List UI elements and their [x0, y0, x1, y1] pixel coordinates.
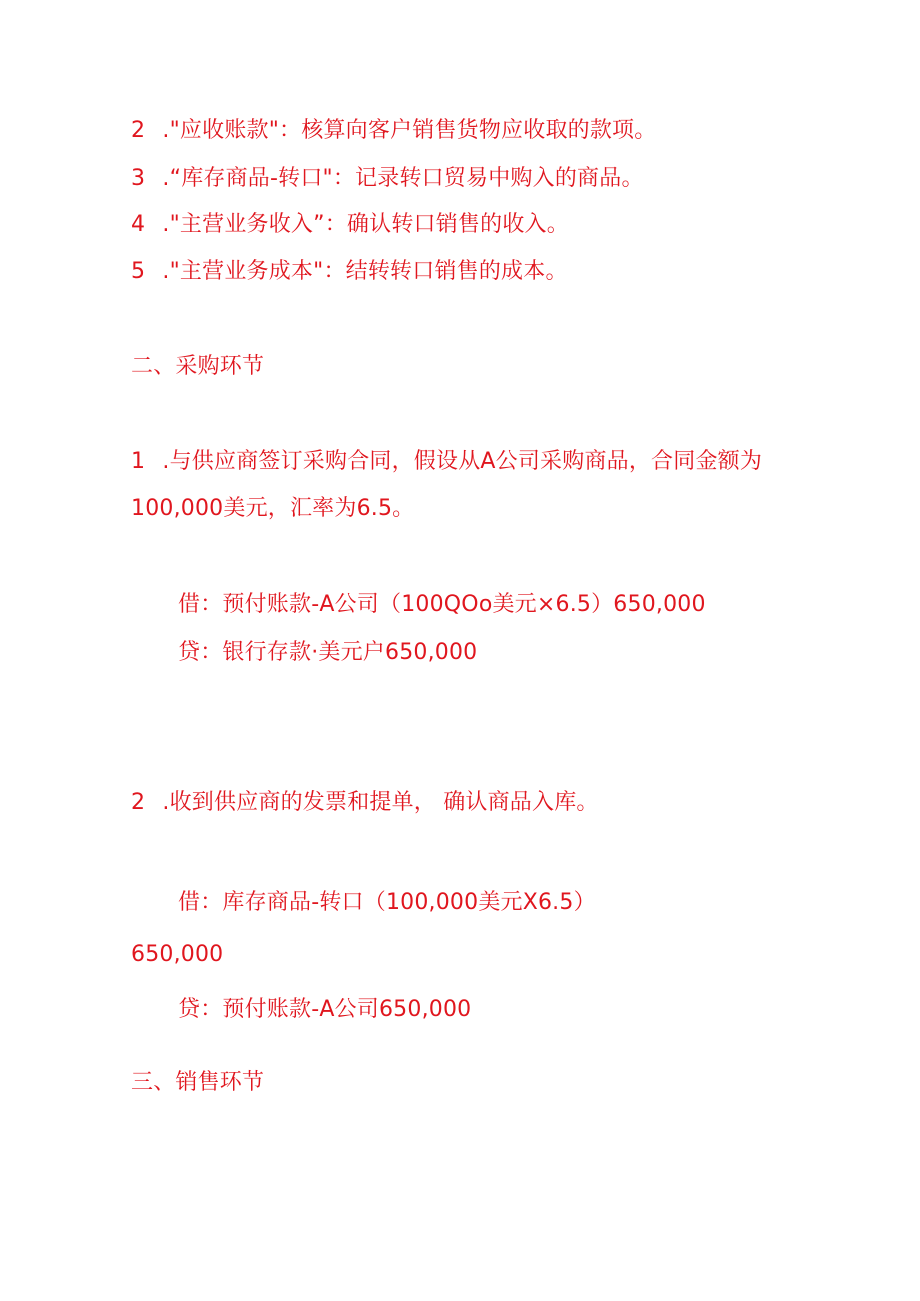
list-number: 2 [131, 790, 146, 815]
journal-entry-debit: 借：预付账款-A公司（100QOo美元×6.5）650,000 [178, 592, 706, 617]
section-heading: 三、销售环节 [131, 1070, 265, 1095]
journal-entry-credit: 贷：银行存款·美元户650,000 [178, 640, 478, 665]
list-item [131, 164, 644, 194]
list-number: 2 [131, 118, 146, 143]
journal-entry-debit-amount: 650,000 [131, 942, 224, 967]
paragraph-text: .与供应商签订采购合同，假设从A公司采购商品，合同金额为 [162, 449, 763, 474]
list-text: ."主营业务收入”：确认转口销售的收入。 [162, 212, 569, 237]
paragraph [131, 788, 599, 818]
list-number: 3 [131, 166, 146, 191]
list-item [131, 257, 568, 287]
list-number: 5 [131, 259, 146, 284]
list-number: 4 [131, 212, 146, 237]
list-item [131, 116, 656, 146]
paragraph [131, 447, 762, 477]
paragraph-continuation: 100,000美元，汇率为6.5。 [131, 496, 415, 521]
list-number: 1 [131, 449, 146, 474]
list-item [131, 210, 569, 240]
list-text: ."主营业务成本"：结转转口销售的成本。 [162, 259, 568, 284]
paragraph-text: .收到供应商的发票和提单， 确认商品入库。 [162, 790, 599, 815]
list-text: ."应收账款"：核算向客户销售货物应收取的款项。 [162, 118, 657, 143]
journal-entry-debit: 借：库存商品-转口（100,000美元X6.5） [178, 890, 596, 915]
journal-entry-credit: 贷：预付账款-A公司650,000 [178, 997, 472, 1022]
section-heading: 二、采购环节 [131, 354, 265, 379]
list-text: .“库存商品-转口"：记录转口贸易中购入的商品。 [162, 166, 644, 191]
